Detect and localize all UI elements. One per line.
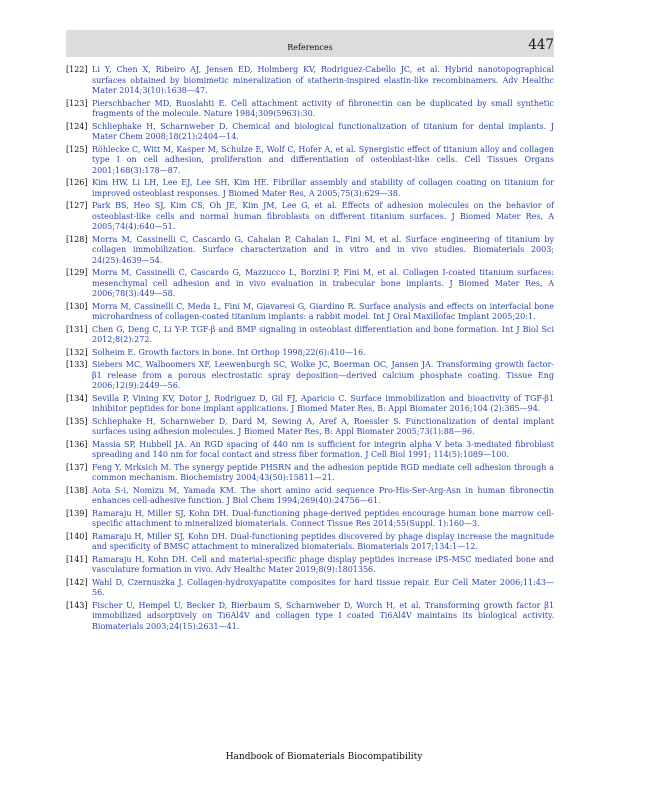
reference-item [66, 348, 554, 359]
reference-item [66, 601, 554, 633]
reference-number: [124] [66, 121, 88, 131]
reference-citation-link[interactable]: Aota S-i, Nomizu M, Yamada KM. The short amino acid sequence Pro-His-Ser-Arg-Asn in human fibronectin enhances cell-adhesive function. J Biol Chem 1994;269(40):24756—61. [92, 485, 554, 505]
reference-citation-link[interactable]: Morra M, Cassinelli C, Cascardo G, Mazzucco L, Borzini P, Fini M, et al. Collagen I-coated titanium surfaces: mesenchymal cell adhesion and in vivo evaluation in trabecular bone implants. J Biomed Mater Res, A 2006;78(3):449—58. [92, 268, 554, 298]
reference-citation-link[interactable]: Morra M, Cassinelli C, Cascardo G, Cahalan P, Cahalan L, Fini M, et al. Surface engineering of titanium by collagen immobilization. Surface characterization and in vitro and in vivo studies. Biomaterials 2003; 24(25):4639—54. [92, 234, 554, 265]
reference-citation-link[interactable]: Sevilla P, Vining KV, Dotor J, Rodriguez D, Gil FJ, Aparicio C. Surface immobilization and bioactivity of TGF-β1 inhibitor peptides for bone implant applications. J Biomed Mater Res, B: Appl Biomater 2016;104 (2):385—94. [92, 393, 554, 413]
reference-citation-link[interactable]: Li Y, Chen X, Ribeiro AJ, Jensen ED, Holmberg KV, Rodriguez-Cabello JC, et al. Hybrid nanotopographical surfaces obtained by biomimetic mineralization of statherin-inspired elastin-like recombinamers. Adv Healthc Mater 2014;3(10):1638—47. [92, 65, 554, 95]
reference-item [66, 578, 554, 599]
reference-item [66, 509, 554, 530]
reference-item [66, 201, 554, 233]
reference-number: [131] [66, 324, 88, 334]
reference-number: [122] [66, 65, 88, 74]
reference-item [66, 486, 554, 507]
reference-number: [138] [66, 485, 88, 495]
reference-item [66, 360, 554, 392]
reference-number: [136] [66, 439, 88, 449]
reference-item [66, 532, 554, 553]
reference-item [66, 145, 554, 177]
reference-item [66, 235, 554, 267]
reference-citation-link[interactable]: Schliephake H, Scharnweber D. Chemical and biological functionalization of titanium for dental implants. J Mater Chem 2008;18(21):2404—14. [92, 121, 554, 141]
reference-number: [143] [66, 600, 88, 610]
reference-item [66, 417, 554, 438]
reference-number: [128] [66, 234, 88, 244]
reference-number: [139] [66, 508, 88, 518]
reference-citation-link[interactable]: Röhlecke C, Witt M, Kasper M, Schulze E, Wolf C, Hofer A, et al. Synergistic effect of titanium alloy and collagen type I on cell adhesion, proliferation and differentiation of osteoblast-like cells. Cell Tissues Organs 2001;168(3):178—87. [92, 144, 554, 175]
reference-citation-link[interactable]: Massia SP, Hubbell JA. An RGD spacing of 440 nm is sufficient for integrin alpha V beta 3-mediated fibroblast spreading and 140 nm for focal contact and stress fiber formation. J Cell Biol 1991; 114(5):1089—100. [92, 439, 554, 459]
page-number: 447 [528, 37, 554, 53]
reference-citation-link[interactable]: Siebers MC, Walboomers XF, Leewenburgh SC, Wolke JC, Boerman OC, Jansen JA. Transforming growth factor-β1 release from a porous electrostatic spray deposition—derived calcium phosphate coating. Tissue Eng 2006;12(9):2449—56. [92, 360, 554, 390]
reference-number: [137] [66, 462, 88, 472]
reference-number: [134] [66, 393, 88, 403]
reference-citation-link[interactable]: Feng Y, Mrksich M. The synergy peptide PHSRN and the adhesion peptide RGD mediate cell adhesion through a common mechanism. Biochemistry 2004;43(50):15811—21. [92, 462, 554, 482]
reference-citation-link[interactable]: Kim HW, Li LH, Lee EJ, Lee SH, Kim HE. Fibrillar assembly and stability of collagen coating on titanium for improved osteoblast responses. J Biomed Mater Res, A 2005;75(3):629—38. [92, 178, 554, 198]
reference-citation-link[interactable]: Solheim E. Growth factors in bone. Int Orthop 1998;22(6):410—16. [92, 347, 366, 357]
reference-item [66, 122, 554, 143]
reference-number: [126] [66, 178, 88, 187]
reference-citation-link[interactable]: Chen G, Deng C, Li Y-P. TGF-β and BMP signaling in osteoblast differentiation and bone formation. Int J Biol Sci 2012;8(2):272. [92, 324, 554, 344]
reference-number: [129] [66, 268, 88, 277]
reference-citation-link[interactable]: Ramaraju H, Miller SJ, Kohn DH. Dual-functioning phage-derived peptides encourage human bone marrow cell-specific attachment to mineralized biomaterials. Connect Tissue Res 2014;55(Suppl. 1):160—3. [92, 508, 554, 528]
book-title-footer: Handbook of Biomaterials Biocompatibility [225, 752, 423, 762]
reference-item [66, 268, 554, 300]
reference-list [66, 65, 554, 634]
reference-citation-link[interactable]: Park BS, Heo SJ, Kim CS, Oh JE, Kim JM, Lee G, et al. Effects of adhesion molecules on the behavior of osteoblast-like cells and normal human fibroblasts on different titanium surfaces. J Biomed Mater Res, A 2005;74(4):640—51. [92, 201, 554, 231]
reference-item [66, 178, 554, 199]
reference-number: [130] [66, 301, 88, 311]
running-title: References [287, 43, 333, 52]
reference-item [66, 325, 554, 346]
reference-citation-link[interactable]: Morra M, Cassinelli C, Meda L, Fini M, Giavaresi G, Giardino R. Surface analysis and effects on interfacial bone microhardness of collagen-coated titanium implants: a rabbit model. Int J Oral Maxillofac Implant 2005;20:1. [92, 301, 554, 321]
reference-number: [125] [66, 144, 88, 154]
reference-citation-link[interactable]: Schliephake H, Scharnweber D, Dard M, Sewing A, Aref A, Roessler S. Functionalization of dental implant surfaces using adhesion molecules. J Biomed Mater Res, B: Appl Biomater 2005;73(1):88—96. [92, 416, 554, 436]
reference-number: [141] [66, 554, 88, 564]
reference-item [66, 440, 554, 461]
reference-number: [140] [66, 531, 88, 541]
reference-number: [135] [66, 416, 88, 426]
reference-item [66, 394, 554, 415]
reference-number: [133] [66, 360, 88, 369]
page-header [66, 30, 554, 57]
reference-item [66, 555, 554, 576]
reference-item [66, 463, 554, 484]
reference-citation-link[interactable]: Ramaraju H, Kohn DH. Cell and material-specific phage display peptides increase iPS-MSC mediated bone and vasculature formation in vivo. Adv Healthc Mater 2019;8(9):1801356. [92, 554, 554, 574]
reference-citation-link[interactable]: Wahl D, Czernuszka J. Collagen-hydroxyapatite composites for hard tissue repair. Eur Cell Mater 2006;11:43—56. [92, 577, 554, 597]
reference-citation-link[interactable]: Fischer U, Hempel U, Becker D, Bierbaum S, Scharnweber D, Worch H, et al. Transforming growth factor β1 immobilized adsorptively on Ti6Al4V and collagen type I coated Ti6Al4V maintains its biological activity. Biomaterials 2003;24(15):2631—41. [92, 600, 554, 631]
reference-citation-link[interactable]: Pierschbacher MD, Ruoslahti E. Cell attachment activity of fibronectin can be duplicated by small synthetic fragments of the molecule. Nature 1984;309(5963):30. [92, 98, 554, 118]
reference-number: [132] [66, 347, 88, 357]
reference-number: [123] [66, 98, 88, 108]
reference-item [66, 99, 554, 120]
reference-number: [127] [66, 201, 88, 210]
reference-item [66, 302, 554, 323]
reference-item [66, 65, 554, 97]
reference-citation-link[interactable]: Ramaraju H, Miller SJ, Kohn DH. Dual-functioning peptides discovered by phage display increase the magnitude and specificity of BMSC attachment to mineralized biomaterials. Biomaterials 2017;134:1—12. [92, 531, 554, 551]
reference-number: [142] [66, 577, 88, 587]
